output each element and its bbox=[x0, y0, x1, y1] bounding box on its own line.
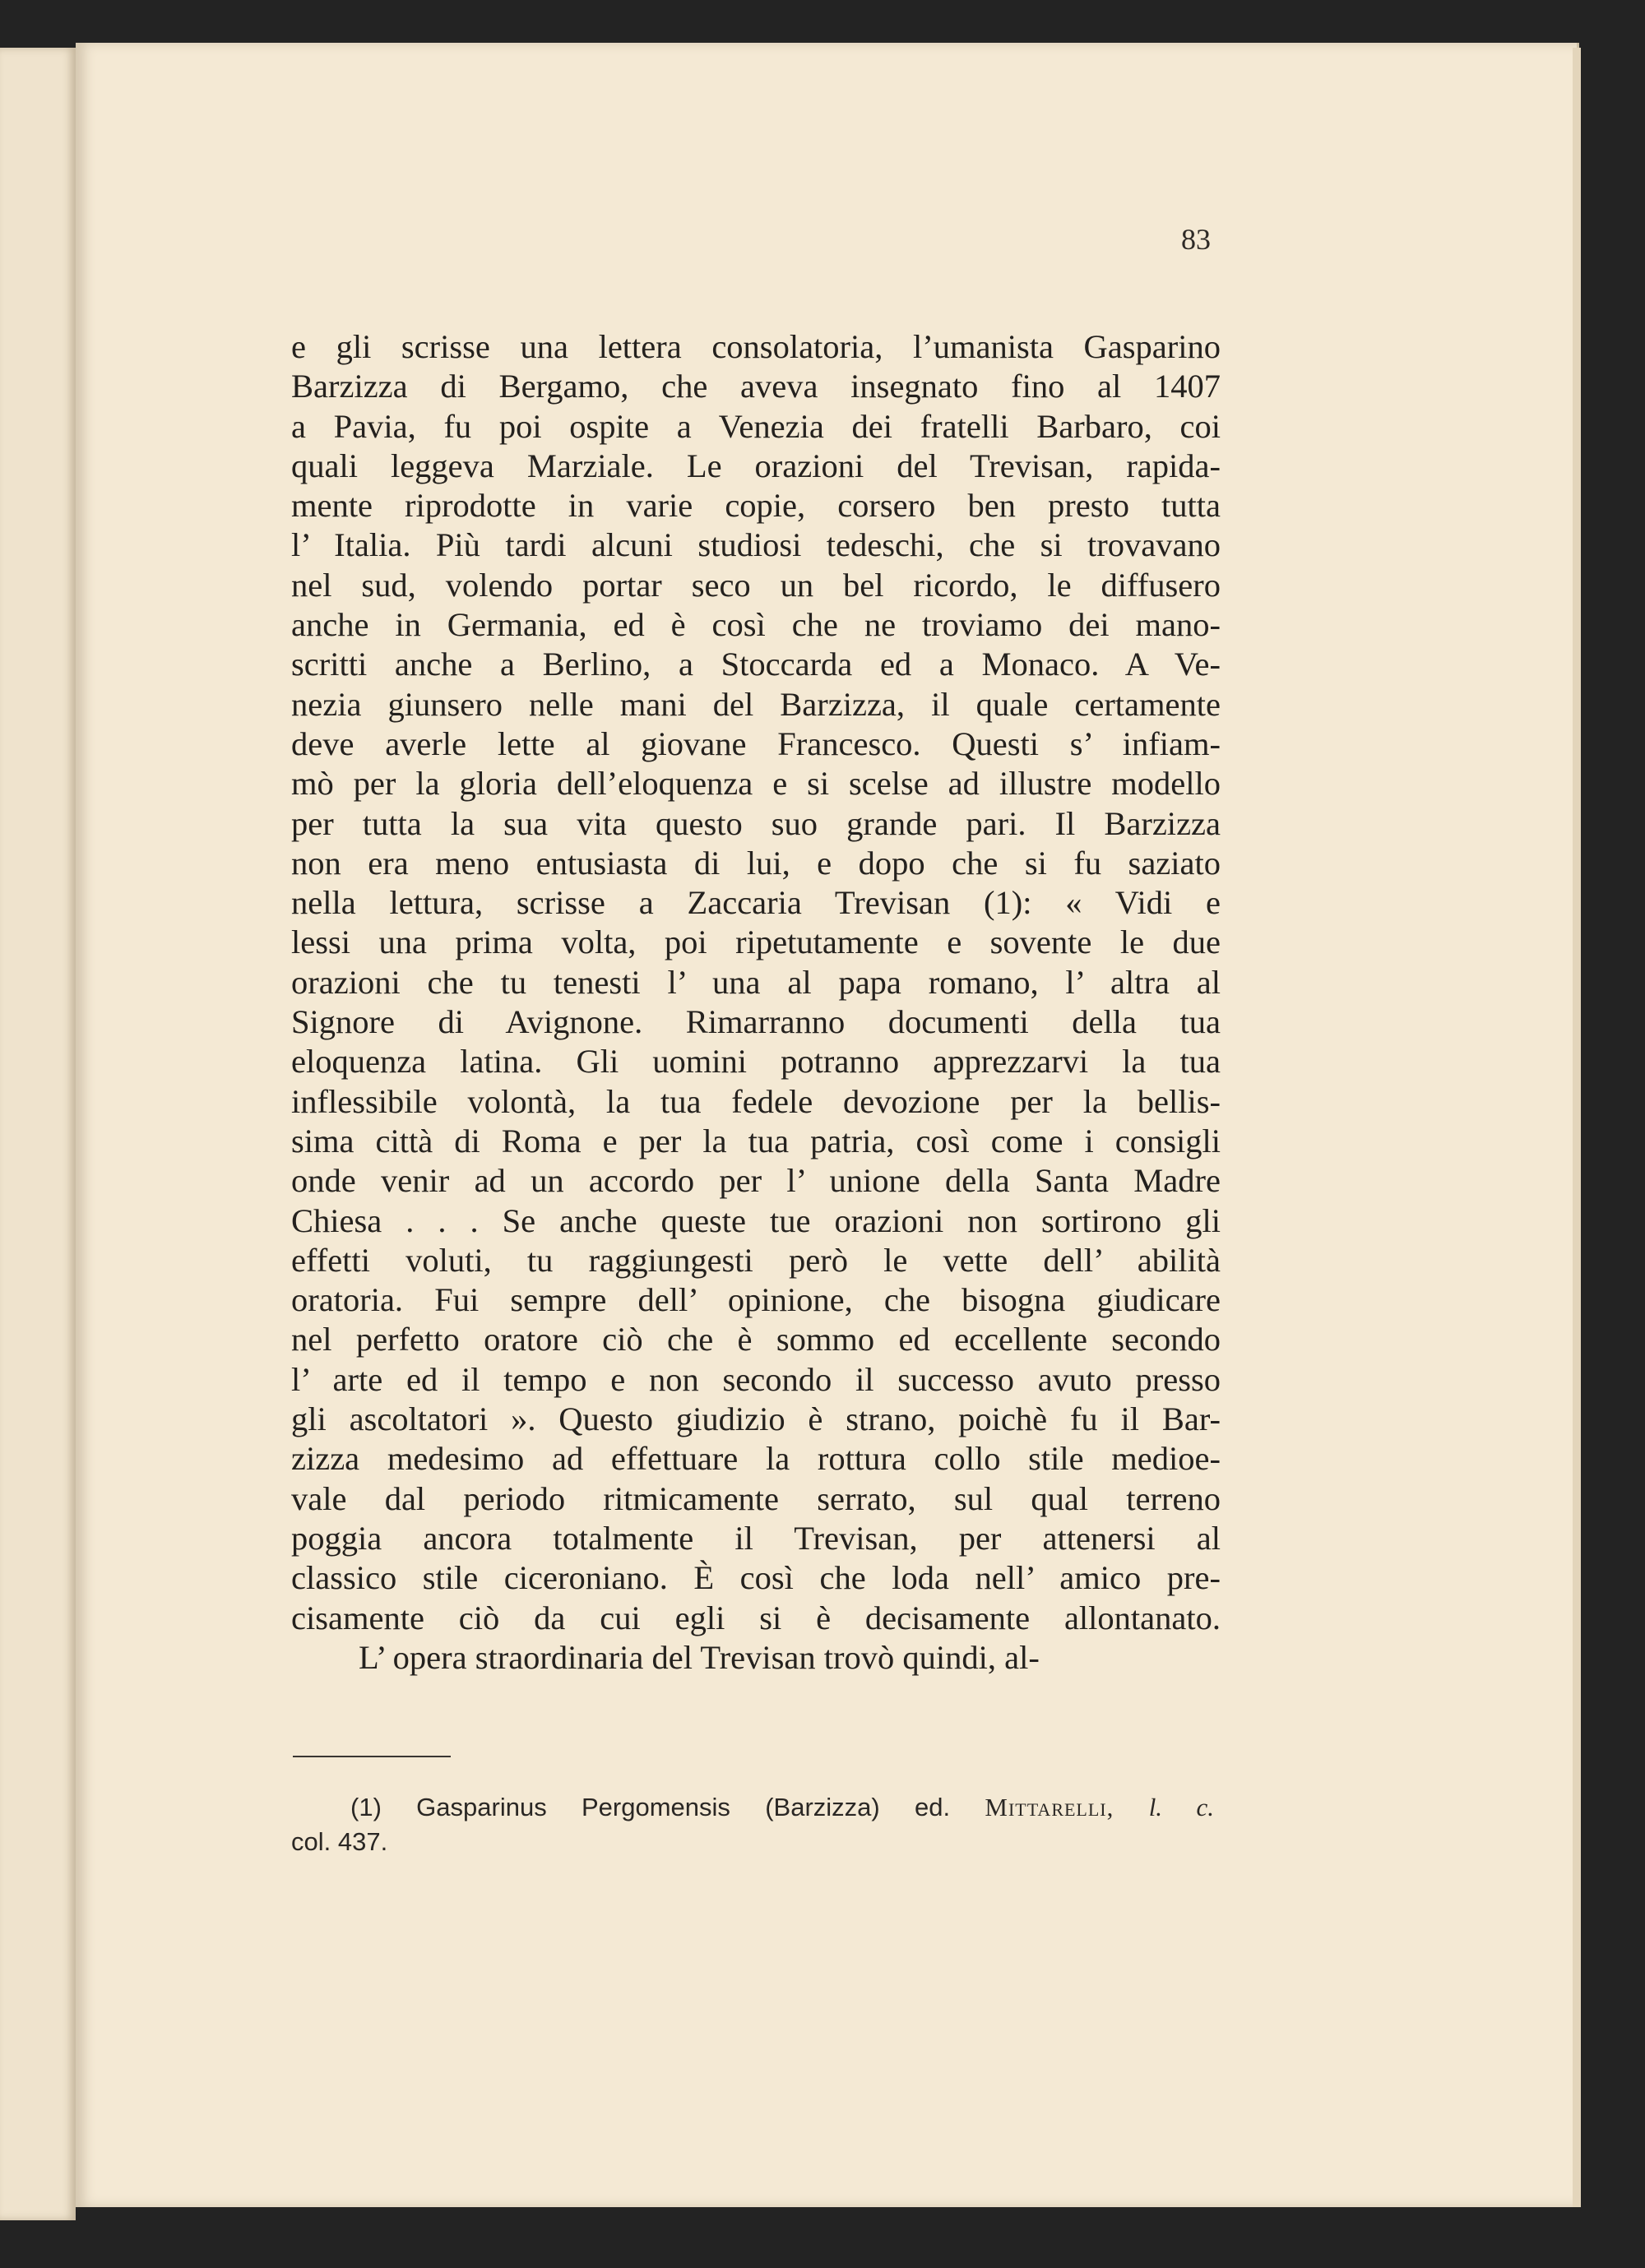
facing-page-edge bbox=[0, 48, 76, 2220]
text-line: poggia ancora totalmente il Trevisan, per attenersi al bbox=[291, 1519, 1221, 1557]
text-line: vale dal periodo ritmicamente serrato, sul qual terreno bbox=[291, 1479, 1221, 1517]
footnote-reference: l. c. bbox=[1148, 1793, 1214, 1821]
text-line: oratoria. Fui sempre dell’ opinione, che bisogna giudicare bbox=[291, 1281, 1221, 1319]
text-line: l’ Italia. Più tardi alcuni studiosi tedeschi, che si trovavano bbox=[291, 526, 1221, 564]
text-line: scritti anche a Berlino, a Stoccarda ed a Monaco. A Ve- bbox=[291, 646, 1221, 683]
text-line: cisamente ciò da cui egli si è decisamente allontanato. bbox=[291, 1599, 1221, 1636]
body-text bbox=[291, 327, 1221, 1678]
footnote-line bbox=[291, 1790, 1214, 1825]
text-line: anche in Germania, ed è così che ne troviamo dei mano- bbox=[291, 606, 1221, 644]
text-line: zizza medesimo ad effettuare la rottura collo stile medioe- bbox=[291, 1440, 1221, 1478]
text-line: onde venir ad un accordo per l’ unione della Santa Madre bbox=[291, 1162, 1221, 1200]
text-line: sima città di Roma e per la tua patria, così come i consigli bbox=[291, 1122, 1221, 1159]
text-line: Signore di Avignone. Rimarranno documenti della tua bbox=[291, 1003, 1221, 1041]
text-line: lessi una prima volta, poi ripetutamente e sovente le due bbox=[291, 923, 1221, 961]
text-line: nella lettura, scrisse a Zaccaria Trevisan (1): « Vidi e bbox=[291, 884, 1221, 922]
text-line: eloquenza latina. Gli uomini potranno apprezzarvi la tua bbox=[291, 1043, 1221, 1081]
page-edge bbox=[1573, 48, 1581, 2207]
text-line: orazioni che tu tenesti l’ una al papa romano, l’ altra al bbox=[291, 963, 1221, 1001]
page-number: 83 bbox=[1181, 223, 1211, 256]
footnote-line: col. 437. bbox=[291, 1827, 388, 1856]
text-line: quali leggeva Marziale. Le orazioni del Trevisan, rapida- bbox=[291, 447, 1221, 484]
text-line: e gli scrisse una lettera consolatoria, l’umanista Gasparino bbox=[291, 328, 1221, 365]
text-line-paragraph-start: L’ opera straordinaria del Trevisan trovò quindi, al- bbox=[359, 1638, 1040, 1676]
text-line: nel perfetto oratore ciò che è sommo ed eccellente secondo bbox=[291, 1321, 1221, 1358]
text-line: nezia giunsero nelle mani del Barzizza, il quale certamente bbox=[291, 685, 1221, 723]
text-line: nel sud, volendo portar seco un bel ricordo, le diffusero bbox=[291, 566, 1221, 604]
text-line: l’ arte ed il tempo e non secondo il successo avuto presso bbox=[291, 1360, 1221, 1398]
footnote-separator bbox=[293, 1756, 451, 1757]
text-line: effetti voluti, tu raggiungesti però le vette dell’ abilità bbox=[291, 1241, 1221, 1279]
text-line: Chiesa . . . Se anche queste tue orazioni non sortirono gli bbox=[291, 1201, 1221, 1239]
text-line: a Pavia, fu poi ospite a Venezia dei fratelli Barbaro, coi bbox=[291, 407, 1221, 445]
text-line: Barzizza di Bergamo, che aveva insegnato fino al 1407 bbox=[291, 368, 1221, 405]
text-line: inflessibile volontà, la tua fedele devozione per la bellis- bbox=[291, 1082, 1221, 1120]
text-line: non era meno entusiasta di lui, e dopo che si fu saziato bbox=[291, 844, 1221, 882]
text-line: mente riprodotte in varie copie, corsero ben presto tutta bbox=[291, 487, 1221, 525]
text-line: per tutta la sua vita questo suo grande pari. Il Barzizza bbox=[291, 804, 1221, 842]
text-line: gli ascoltatori ». Questo giudizio è strano, poichè fu il Bar- bbox=[291, 1400, 1221, 1438]
text-line: classico stile ciceroniano. È così che loda nell’ amico pre- bbox=[291, 1559, 1221, 1597]
text-line: mò per la gloria dell’eloquenza e si scelse ad illustre modello bbox=[291, 765, 1221, 803]
text-line: deve averle lette al giovane Francesco. Questi s’ infiam- bbox=[291, 724, 1221, 762]
footnote bbox=[291, 1790, 1214, 1859]
footnote-author: Mittarelli, bbox=[985, 1793, 1114, 1821]
footnote-text: (1) Gasparinus Pergomensis (Barzizza) ed. bbox=[350, 1793, 951, 1821]
